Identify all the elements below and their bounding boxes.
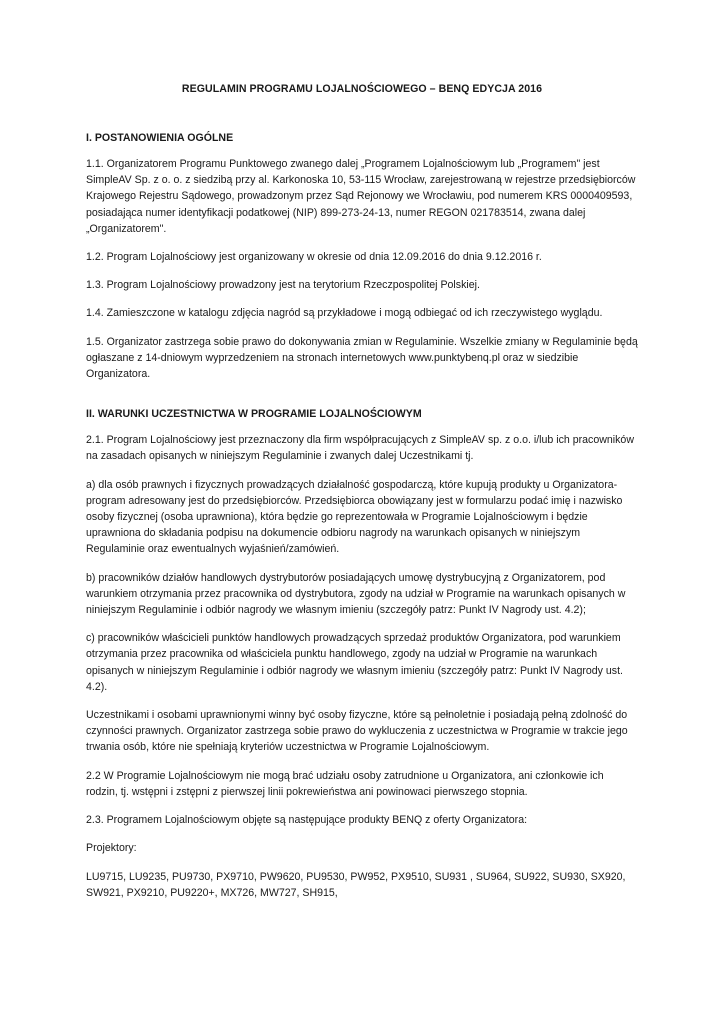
paragraph-1-1: 1.1. Organizatorem Programu Punktowego zwanego dalej „Programem Lojalnościowym lub „Programem" jest SimpleAV Sp. z o. o. z siedzibą przy al. Karkonoska 10, 53-115 Wrocław, zarejestrowaną w rejestrze przedsiębiorców Krajowego Rejestru Sądowego, prowadzonym przez Sąd Rejonowy we Wrocławiu, pod numerem KRS 0000409593, posiadająca numer identyfikacji podatkowej (NIP) 899-273-24-13, numer REGON 021783514, zwana dalej „Organizatorem". xyxy=(86,158,636,235)
paragraph-1-4: 1.4. Zamieszczone w katalogu zdjęcia nagród są przykładowe i mogą odbiegać od ich rzeczywistego wyglądu. xyxy=(86,307,603,320)
paragraph-2-2: 2.2 W Programie Lojalnościowym nie mogą brać udziału osoby zatrudnione u Organizatora, ani członkowie ich rodzin, tj. wstępni i zstępni z pierwszej linii pokrewieństwa ani powinowaci pierwszego stopnia. xyxy=(86,769,604,798)
paragraph-2-1-c: c) pracowników właścicieli punktów handlowych prowadzących sprzedaż produktów Organizatora, pod warunkiem otrzymania przez pracownika od właściciela punktu handlowego, zgody na udział w Programie na warunkach opisanych w niniejszym Regulaminie i odbiór nagrody we własnym imieniu (szczegóły patrz: Punkt IV Nagrody ust. 4.2). xyxy=(86,632,623,693)
paragraph-2-3: 2.3. Programem Lojalnościowym objęte są następujące produkty BENQ z oferty Organizatora: xyxy=(86,814,528,827)
projectors-list: LU9715, LU9235, PU9730, PX9710, PW9620, PU9530, PW952, PX9510, SU931 , SU964, SU922, SU930, SX920, SW921, PX9210, PU9220+, MX726, MW727, SH915, xyxy=(86,870,626,899)
paragraph-2-1-a: a) dla osób prawnych i fizycznych prowadzących działalność gospodarczą, które kupują produkty u Organizatora- program adresowany jest do przedsiębiorców. Przedsiębiorca obowiązany jest w formularzu podać imię i nazwisko osoby fizycznej (osoba uprawniona), która będzie go reprezentowała w Programie Lojalnościowym i będzie uprawniona do składania podpisu na dokumencie odbioru nagrody na warunkach opisanych w niniejszym Regulaminie oraz ewentualnych wyjaśnień/zamówień. xyxy=(86,478,623,556)
paragraph-1-2: 1.2. Program Lojalnościowy jest organizowany w okresie od dnia 12.09.2016 do dnia 9.12.2016 r. xyxy=(86,251,542,264)
projectors-label: Projektory: xyxy=(86,842,137,855)
section-heading-general-provisions: I. POSTANOWIENIA OGÓLNE xyxy=(86,132,234,144)
paragraph-2-1-participants: Uczestnikami i osobami uprawnionymi winny być osoby fizyczne, które są pełnoletnie i posiadają pełną zdolność do czynności prawnych. Organizator zastrzega sobie prawo do wykluczenia z uczestnictwa w Programie w trakcie jego trwania osób, które nie spełniają kryteriów uczestnictwa w Programie Lojalnościowym. xyxy=(86,709,628,754)
section-heading-participation-conditions: II. WARUNKI UCZESTNICTWA W PROGRAMIE LOJALNOŚCIOWYM xyxy=(86,408,422,421)
paragraph-2-1-b: b) pracowników działów handlowych dystrybutorów posiadających umowę dystrybucyjną z Organizatorem, pod warunkiem otrzymania przez pracownika od dystrybutora, zgody na udział w Programie na warunkach opisanych w niniejszym Regulaminie i odbiór nagrody we własnym imieniu (szczegóły patrz: Punkt IV Nagrody ust. 4.2); xyxy=(86,571,626,617)
paragraph-2-1: 2.1. Program Lojalnościowy jest przeznaczony dla firm współpracujących z SimpleAV sp. z o.o. i/lub ich pracowników na zasadach opisanych w niniejszym Regulaminie i zwanych dalej Uczestnikami tj. xyxy=(86,434,634,463)
paragraph-1-3: 1.3. Program Lojalnościowy prowadzony jest na terytorium Rzeczpospolitej Polskiej. xyxy=(86,279,480,292)
paragraph-1-5: 1.5. Organizator zastrzega sobie prawo do dokonywania zmian w Regulaminie. Wszelkie zmiany w Regulaminie będą ogłaszane z 14-dniowym wyprzedzeniem na stronach internetowych www.punktybenq.pl oraz w siedzibie Organizatora. xyxy=(86,335,638,381)
document-title: REGULAMIN PROGRAMU LOJALNOŚCIOWEGO – BENQ EDYCJA 2016 xyxy=(181,83,543,95)
